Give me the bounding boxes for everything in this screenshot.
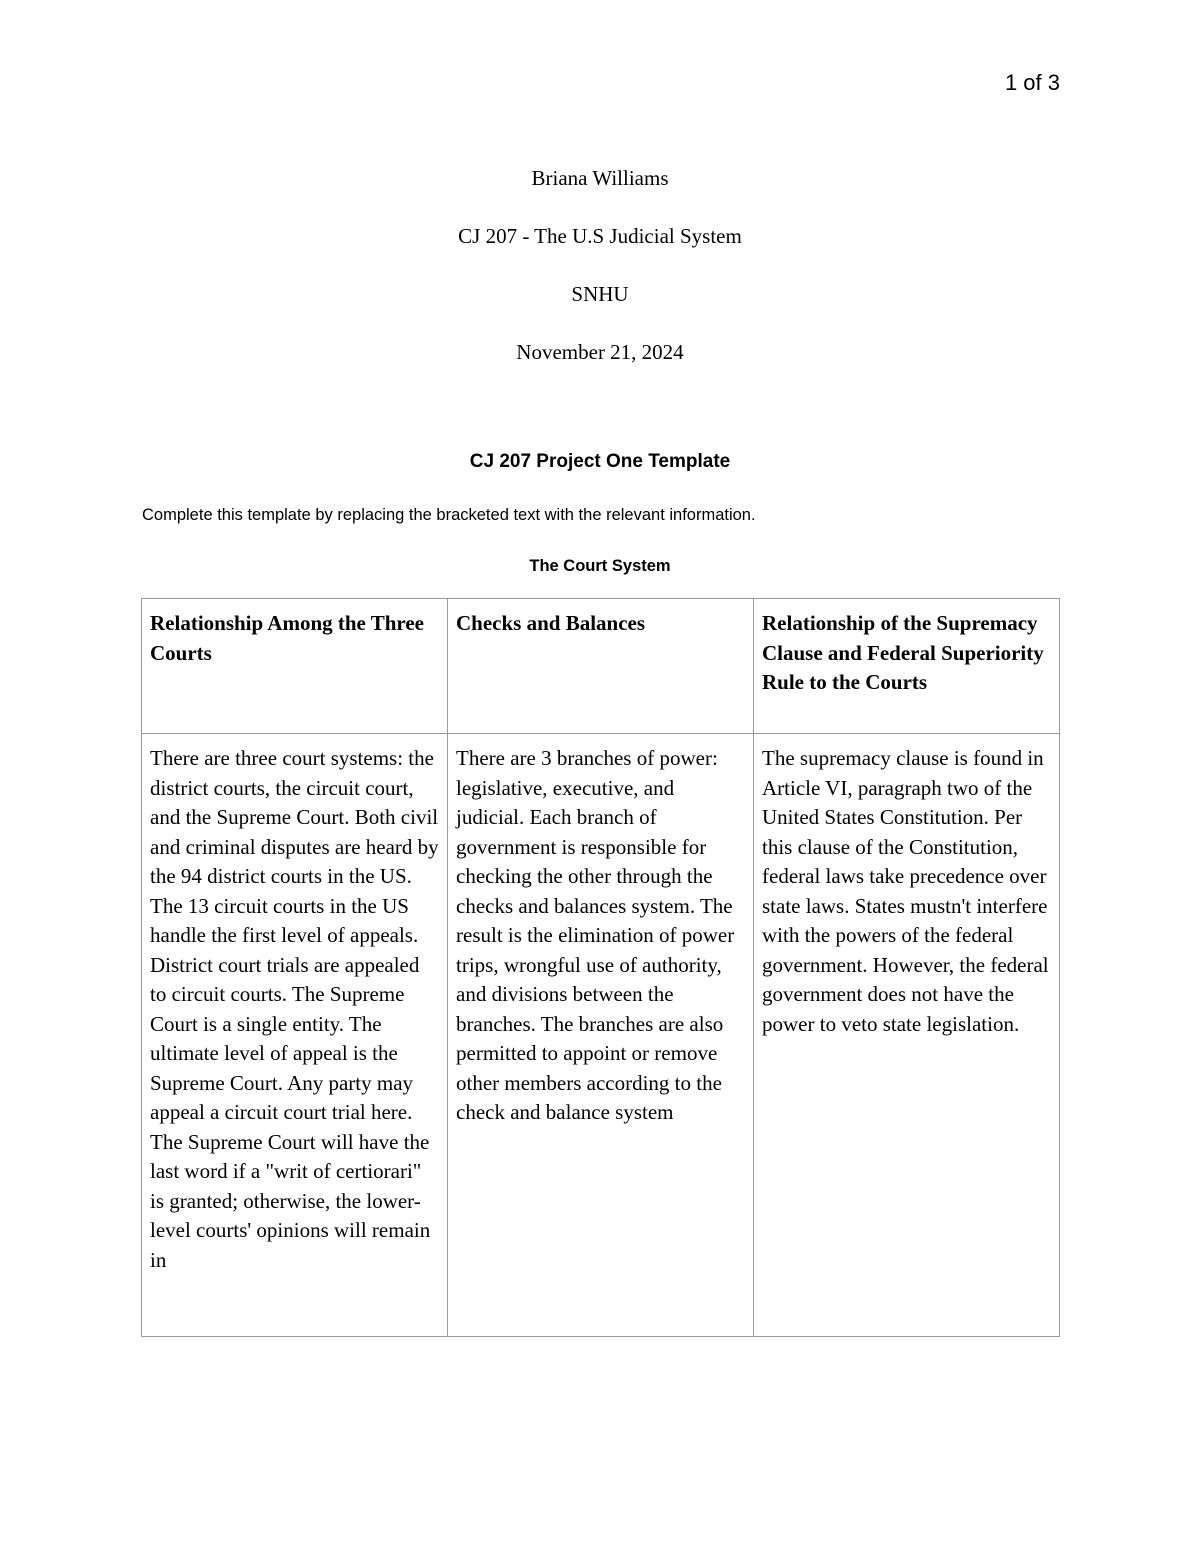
course-name: CJ 207 - The U.S Judicial System [458,224,742,248]
title-page-header [0,166,1200,398]
template-title: CJ 207 Project One Template [469,451,731,472]
cell-supremacy-clause: The supremacy clause is found in Article VI, paragraph two of the United States Constitution. Per this clause of the Constitution, federal laws take precedence over state laws. States mustn't interfere with the powers of the federal government. However, the federal government does not have the power to veto state legislation. [754,734,1060,1337]
cell-relationship-among-courts: There are three court systems: the district courts, the circuit court, and the Supreme Court. Both civil and criminal disputes are heard by the 94 district courts in the US. The 13 circuit courts in the US handle the first level of appeals. District court trials are appealed to circuit courts. The Supreme Court is a single entity. The ultimate level of appeal is the Supreme Court. Any party may appeal a circuit court trial here. The Supreme Court will have the last word if a "writ of certiorari" is granted; otherwise, the lower-level courts' opinions will remain in [142,734,448,1337]
institution-name: SNHU [571,282,629,306]
table-caption: The Court System [529,557,671,575]
submission-date: November 21, 2024 [516,340,684,364]
header-relationship-among-courts: Relationship Among the Three Courts [142,599,448,734]
page-number: 1 of 3 [1004,70,1060,95]
author-name: Briana Williams [531,166,669,190]
cell-checks-and-balances: There are 3 branches of power: legislative, executive, and judicial. Each branch of government is responsible for checking the other through the checks and balances system. The result is the elimination of power trips, wrongful use of authority, and divisions between the branches. The branches are also permitted to appoint or remove other members according to the check and balance system [448,734,754,1337]
header-checks-and-balances: Checks and Balances [448,599,754,734]
table-header-row [142,599,1060,734]
template-instructions: Complete this template by replacing the bracketed text with the relevant information. [142,506,756,524]
table-row [142,734,1060,1337]
court-system-table [141,598,1060,1337]
header-supremacy-clause: Relationship of the Supremacy Clause and Federal Superiority Rule to the Courts [754,599,1060,734]
